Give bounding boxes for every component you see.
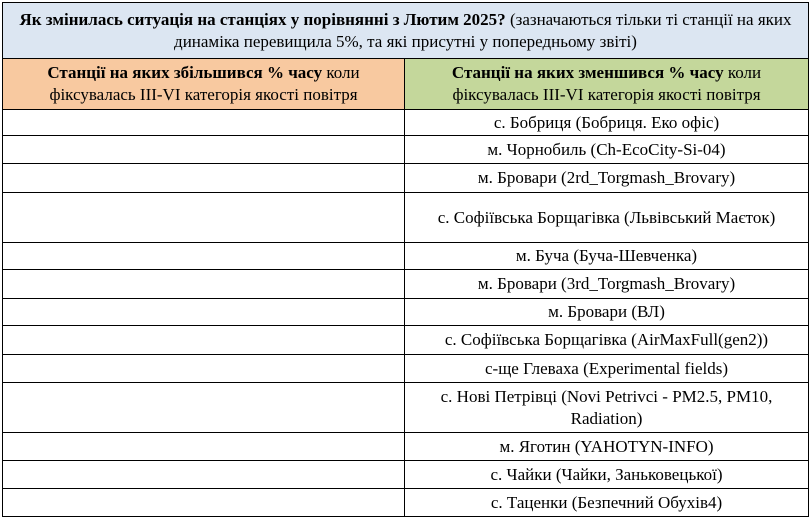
decreased-station-cell: с. Таценки (Безпечний Обухів4) xyxy=(405,489,809,517)
increased-station-cell xyxy=(3,164,405,193)
decreased-station-cell: м. Бровари (ВЛ) xyxy=(405,299,809,326)
table-row xyxy=(3,164,809,193)
header-increased-bold: Станції на яких збільшився % часу xyxy=(47,63,323,82)
increased-station-cell xyxy=(3,433,405,461)
increased-station-cell xyxy=(3,489,405,517)
header-increased xyxy=(3,59,405,110)
increased-station-cell xyxy=(3,461,405,489)
increased-station-cell xyxy=(3,243,405,270)
header-decreased-bold: Станції на яких зменшився % часу xyxy=(451,63,724,82)
increased-station-cell xyxy=(3,383,405,433)
header-increased-normal: коли фіксувалась ІІІ-VI категорія якості повітря xyxy=(49,63,360,104)
table-row xyxy=(3,489,809,517)
header-decreased xyxy=(405,59,809,110)
decreased-station-cell: с. Чайки (Чайки, Заньковецької) xyxy=(405,461,809,489)
table-row xyxy=(3,461,809,489)
decreased-station-cell: м. Буча (Буча-Шевченка) xyxy=(405,243,809,270)
decreased-station-cell: м. Чорнобиль (Ch-EcoCity-Si-04) xyxy=(405,136,809,164)
increased-station-cell xyxy=(3,270,405,299)
table-title-bold: Як змінилась ситуація на станціях у порівнянні з Лютим 2025? xyxy=(19,9,506,29)
increased-station-cell xyxy=(3,355,405,383)
decreased-station-cell: м. Бровари (3rd_Torgmash_Brovary) xyxy=(405,270,809,299)
increased-station-cell xyxy=(3,110,405,136)
decreased-station-cell: м. Бровари (2rd_Torgmash_Brovary) xyxy=(405,164,809,193)
decreased-station-cell: с. Бобриця (Бобриця. Еко офіс) xyxy=(405,110,809,136)
table-row xyxy=(3,110,809,136)
table-row xyxy=(3,299,809,326)
table-row xyxy=(3,193,809,243)
table-row xyxy=(3,270,809,299)
table-row xyxy=(3,383,809,433)
header-row xyxy=(3,59,809,110)
decreased-station-cell: с-ще Глеваха (Experimental fields) xyxy=(405,355,809,383)
decreased-station-cell: с. Нові Петрівці (Novi Petrivci - PM2.5, PM10, Radiation) xyxy=(405,383,809,433)
increased-station-cell xyxy=(3,193,405,243)
table-row xyxy=(3,136,809,164)
table-title xyxy=(3,3,809,59)
table-row xyxy=(3,355,809,383)
table-row xyxy=(3,433,809,461)
header-decreased-normal: коли фіксувалась ІІІ-VI категорія якості повітря xyxy=(452,63,762,104)
decreased-station-cell: с. Софіївська Борщагівка (Львівський Маєток) xyxy=(405,193,809,243)
increased-station-cell xyxy=(3,136,405,164)
title-row xyxy=(3,3,809,59)
table-title-note: (зазначаються тільки ті станції на яких динаміка перевищила 5%, та які присутні у попередньому звіті) xyxy=(174,9,792,51)
increased-station-cell xyxy=(3,326,405,355)
table-row xyxy=(3,243,809,270)
decreased-station-cell: м. Яготин (YAHOTYN-INFO) xyxy=(405,433,809,461)
decreased-station-cell: с. Софіївська Борщагівка (AirMaxFull(gen2)) xyxy=(405,326,809,355)
table-row xyxy=(3,326,809,355)
increased-station-cell xyxy=(3,299,405,326)
stations-change-table xyxy=(2,2,809,517)
table-body xyxy=(3,110,809,517)
